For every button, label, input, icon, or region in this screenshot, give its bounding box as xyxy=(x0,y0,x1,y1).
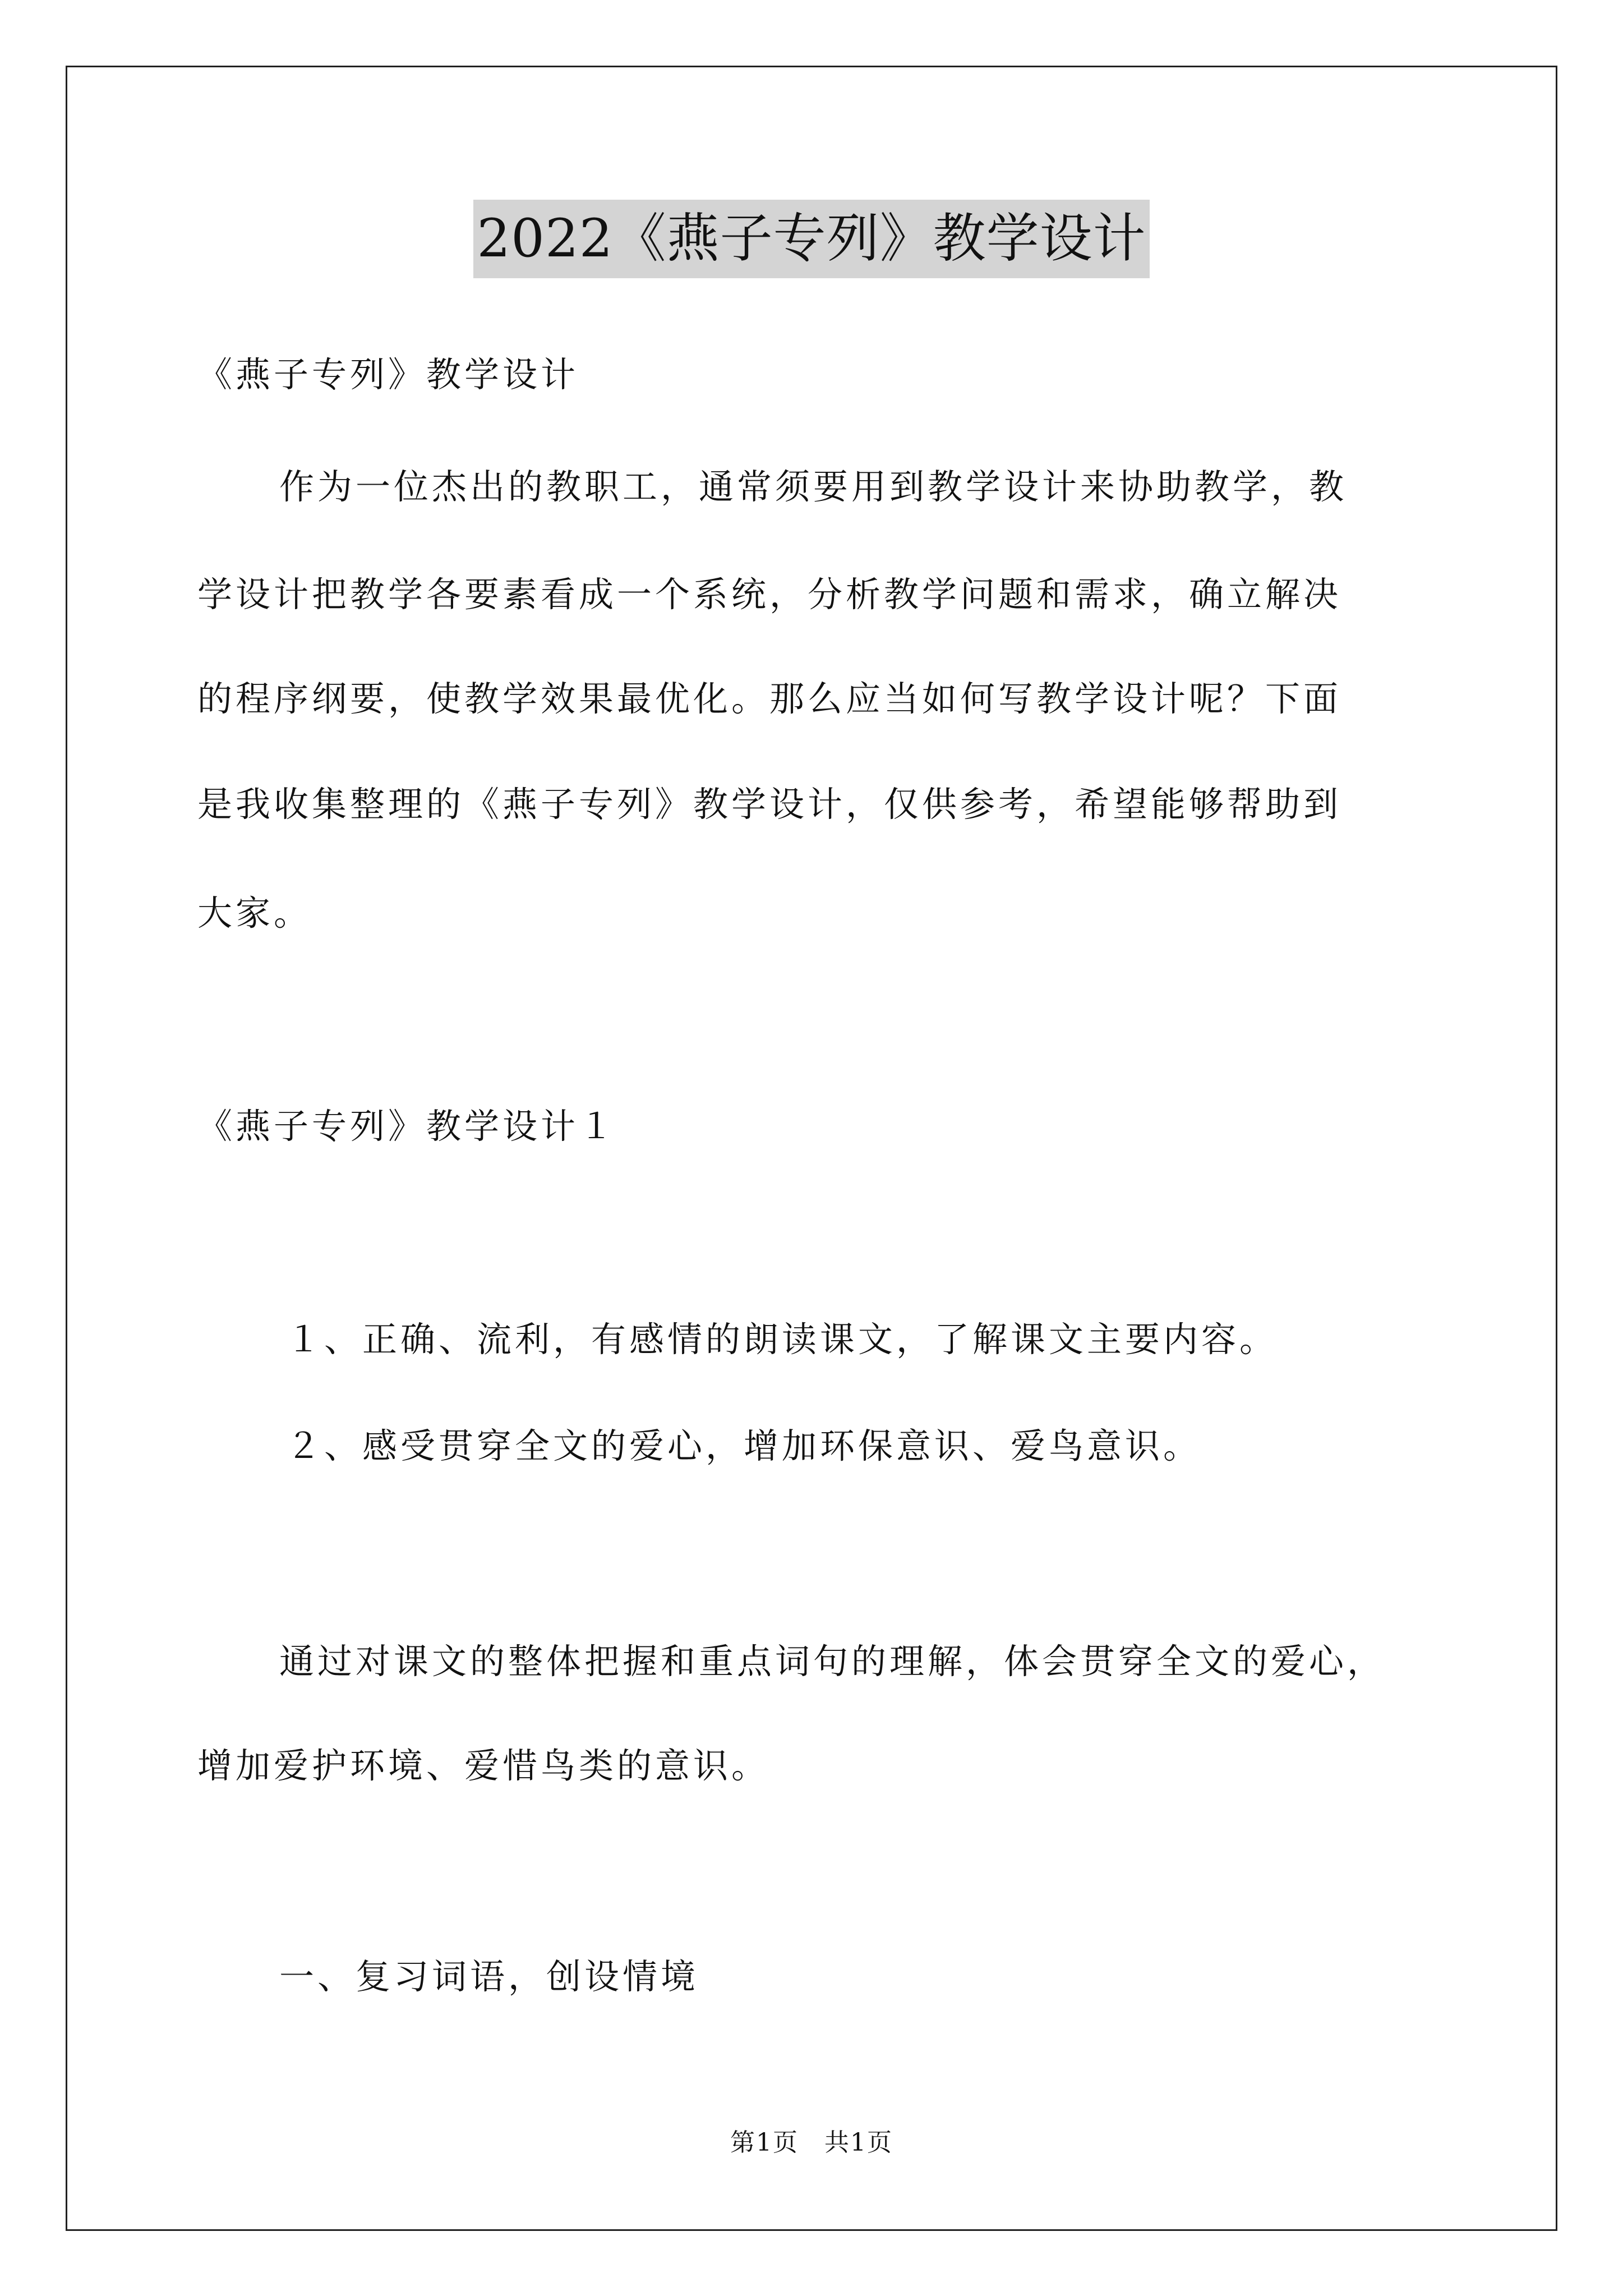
page-footer: 第1页 共1页 xyxy=(730,2128,893,2157)
goal-item-1: １、正确、流利，有感情的朗读课文，了解课文主要内容。 xyxy=(286,1319,1278,1360)
title-container xyxy=(0,200,1623,278)
document-subtitle: 《燕子专列》教学设计 xyxy=(197,354,579,395)
intro-line-4: 是我收集整理的《燕子专列》教学设计，仅供参考，希望能够帮助到 xyxy=(197,784,1342,825)
intro-line-2: 学设计把教学各要素看成一个系统，分析教学问题和需求，确立解决 xyxy=(197,574,1342,615)
focus-line-2: 增加爱护环境、爱惜鸟类的意识。 xyxy=(197,1745,770,1786)
intro-line-1: 作为一位杰出的教职工，通常须要用到教学设计来协助教学，教 xyxy=(279,466,1348,507)
goal-item-2: ２、感受贯穿全文的爱心，增加环保意识、爱鸟意识。 xyxy=(286,1425,1202,1466)
intro-line-3: 的程序纲要，使教学效果最优化。那么应当如何写教学设计呢？下面 xyxy=(197,678,1342,719)
section-heading: 《燕子专列》教学设计１ xyxy=(197,1106,617,1147)
step-heading-1: 一、复习词语，创设情境 xyxy=(279,1956,699,1997)
document-title: 2022《燕子专列》教学设计 xyxy=(473,200,1149,278)
intro-line-5: 大家。 xyxy=(197,892,312,933)
focus-line-1: 通过对课文的整体把握和重点词句的理解，体会贯穿全文的爱心， xyxy=(279,1641,1386,1682)
